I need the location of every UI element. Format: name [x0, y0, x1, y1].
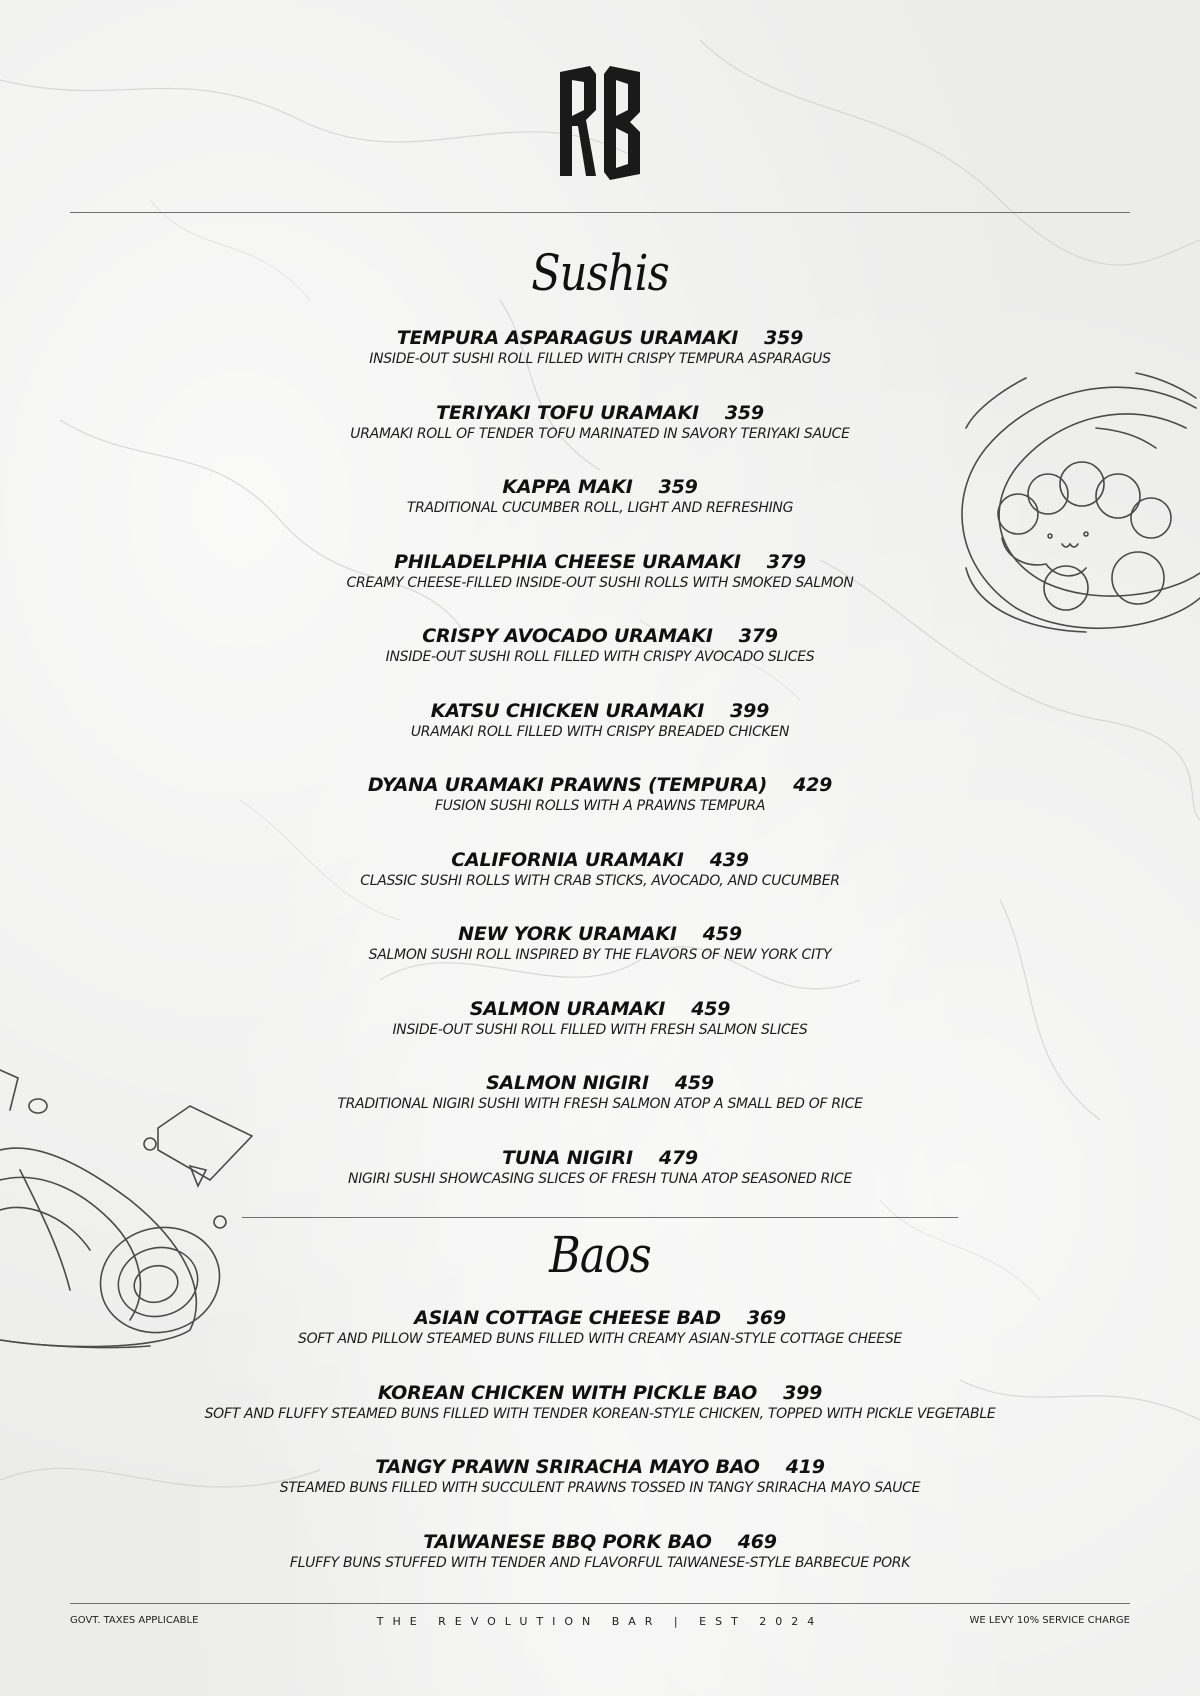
item-price: 379	[738, 625, 778, 647]
item-price: 429	[793, 774, 833, 796]
item-price: 359	[764, 327, 804, 349]
item-description: INSIDE-OUT SUSHI ROLL FILLED WITH CRISPY TEMPURA ASPARAGUS	[369, 351, 831, 367]
footer-brand-line: THE REVOLUTION BAR | EST 2024	[376, 1615, 824, 1628]
item-description: INSIDE-OUT SUSHI ROLL FILLED WITH FRESH SALMON SLICES	[392, 1021, 808, 1038]
item-description: SOFT AND FLUFFY STEAMED BUNS FILLED WITH TENDER KOREAN-STYLE CHICKEN, TOPPED WITH PICKLE VEGETABLE	[204, 1405, 996, 1422]
item-price: 469	[737, 1530, 777, 1553]
item-description: SOFT AND PILLOW STEAMED BUNS FILLED WITH CREAMY ASIAN-STYLE COTTAGE CHEESE	[298, 1331, 902, 1347]
item-price: 459	[702, 923, 742, 945]
bao-list	[0, 1306, 1200, 1604]
footer-taxes-note: GOVT. TAXES APPLICABLE	[70, 1615, 199, 1626]
rb-logo	[556, 64, 644, 182]
list-item	[0, 773, 1200, 848]
item-description: CREAMY CHEESE-FILLED INSIDE-OUT SUSHI ROLLS WITH SMOKED SALMON	[346, 574, 854, 591]
item-price: 399	[730, 699, 770, 722]
item-price: 399	[783, 1381, 823, 1404]
item-price: 439	[709, 848, 749, 871]
item-price: 369	[746, 1307, 786, 1329]
item-name: TEMPURA ASPARAGUS URAMAKI	[396, 327, 739, 349]
item-name: SALMON NIGIRI	[486, 1072, 649, 1094]
section-title-sushis: Sushis	[531, 244, 669, 302]
item-name: TUNA NIGIRI	[502, 1146, 633, 1169]
footer-service-charge: WE LEVY 10% SERVICE CHARGE	[969, 1615, 1130, 1626]
item-name: TAIWANESE BBQ PORK BAO	[423, 1530, 712, 1553]
item-name: DYANA URAMAKI PRAWNS (TEMPURA)	[367, 774, 768, 796]
item-description: FLUFFY BUNS STUFFED WITH TENDER AND FLAVORFUL TAIWANESE-STYLE BARBECUE PORK	[289, 1554, 911, 1571]
item-name: NEW YORK URAMAKI	[458, 923, 677, 945]
list-item	[0, 1530, 1200, 1605]
top-divider	[70, 212, 1130, 213]
item-name: CALIFORNIA URAMAKI	[451, 848, 684, 871]
item-name: TERIYAKI TOFU URAMAKI	[436, 401, 699, 424]
item-name: CRISPY AVOCADO URAMAKI	[422, 625, 713, 647]
item-price: 479	[658, 1146, 698, 1169]
list-item	[0, 699, 1200, 774]
section-divider	[242, 1217, 958, 1218]
item-name: TANGY PRAWN SRIRACHA MAYO BAO	[375, 1456, 760, 1478]
item-description: TRADITIONAL NIGIRI SUSHI WITH FRESH SALMON ATOP A SMALL BED OF RICE	[337, 1096, 863, 1112]
bottom-divider	[70, 1603, 1130, 1604]
item-description: STEAMED BUNS FILLED WITH SUCCULENT PRAWNS TOSSED IN TANGY SRIRACHA MAYO SAUCE	[279, 1480, 921, 1496]
item-description: URAMAKI ROLL FILLED WITH CRISPY BREADED CHICKEN	[410, 723, 790, 740]
item-price: 359	[724, 401, 764, 424]
item-name: KOREAN CHICKEN WITH PICKLE BAO	[377, 1381, 758, 1404]
list-item	[0, 848, 1200, 923]
item-description: CLASSIC SUSHI ROLLS WITH CRAB STICKS, AVOCADO, AND CUCUMBER	[360, 872, 840, 889]
item-description: FUSION SUSHI ROLLS WITH A PRAWNS TEMPURA	[434, 798, 766, 814]
list-item	[0, 1381, 1200, 1456]
item-price: 359	[658, 476, 698, 498]
item-name: KATSU CHICKEN URAMAKI	[430, 699, 705, 722]
item-description: SALMON SUSHI ROLL INSPIRED BY THE FLAVORS OF NEW YORK CITY	[368, 947, 832, 963]
list-item	[0, 1455, 1200, 1530]
item-price: 419	[785, 1456, 825, 1478]
item-price: 459	[691, 997, 731, 1020]
item-name: PHILADELPHIA CHEESE URAMAKI	[394, 550, 741, 573]
item-description: INSIDE-OUT SUSHI ROLL FILLED WITH CRISPY AVOCADO SLICES	[385, 649, 815, 665]
item-price: 459	[674, 1072, 714, 1094]
item-description: URAMAKI ROLL OF TENDER TOFU MARINATED IN SAVORY TERIYAKI SAUCE	[350, 425, 850, 442]
item-name: KAPPA MAKI	[502, 476, 633, 498]
section-title-baos: Baos	[549, 1226, 651, 1284]
item-name: SALMON URAMAKI	[469, 997, 666, 1020]
item-price: 379	[766, 550, 806, 573]
sushi-roll-illustration	[946, 368, 1200, 638]
list-item	[0, 922, 1200, 997]
item-description: TRADITIONAL CUCUMBER ROLL, LIGHT AND REFRESHING	[406, 500, 794, 516]
swiss-roll-illustration	[0, 1050, 260, 1350]
item-name: ASIAN COTTAGE CHEESE BAD	[414, 1307, 721, 1329]
item-description: NIGIRI SUSHI SHOWCASING SLICES OF FRESH TUNA ATOP SEASONED RICE	[348, 1170, 852, 1187]
